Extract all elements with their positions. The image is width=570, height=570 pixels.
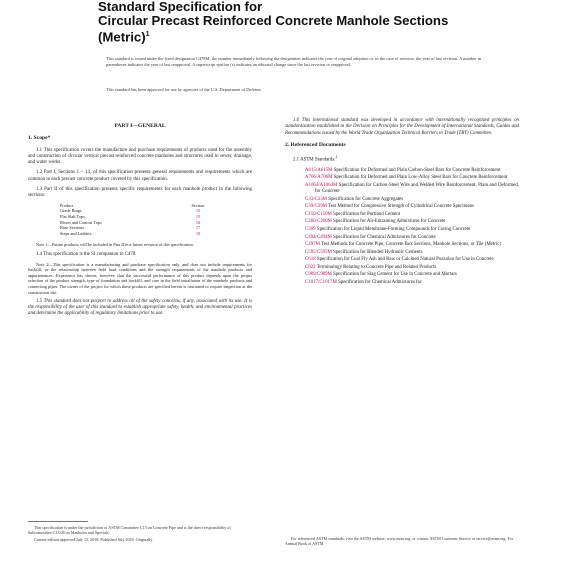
list-item bbox=[305, 265, 519, 271]
list-item bbox=[305, 168, 519, 174]
reference-link[interactable]: C822 bbox=[305, 264, 316, 270]
reference-title: Test Methods for Concrete Pipe, Concrete Box Sections, Manhole Sections, or Tile (Metric) bbox=[321, 242, 501, 248]
note-2: Note 2—This specification is a manufacturing and purchase specification only, and does not include requirements for backfill, or the relationship between field load conditions and the strength requirements of the manhole products and appurtenances. Experience has shown, however, that the successful performance of this product depends upon the proper selection of the product strength, type of foundation and backfill, and care in the field installation of the manhole products and connecting pipes. The owner of the project for which these products are specified herein is cautioned to require inspection at the construction site. bbox=[28, 261, 252, 295]
table-row bbox=[56, 231, 222, 237]
section-link[interactable]: 17 bbox=[195, 225, 201, 231]
title-line-2: Circular Precast Reinforced Concrete Manhole Sections bbox=[98, 13, 449, 28]
reference-link[interactable]: C989/C989M bbox=[305, 272, 332, 278]
footnote-2: For referenced ASTM standards, visit the ASTM website, www.astm.org, or contact ASTM Customer Service at service@astm.org. For Annual Book of ASTM bbox=[285, 536, 514, 547]
list-item bbox=[305, 227, 519, 233]
table-cell-product: Risers and Conical Tops bbox=[60, 219, 102, 225]
list-item bbox=[305, 183, 519, 196]
list-item bbox=[305, 242, 519, 248]
paragraph-1-2: 1.2 Part I, Sections 1 – 13, of this specification presents general requirements and requirements which are common to each precast concrete product covered by this specification. bbox=[28, 170, 252, 182]
reference-link[interactable]: C33/C33M bbox=[305, 196, 328, 202]
reference-title: Specification for Liquid Membrane-Forming Compounds for Curing Concrete bbox=[316, 227, 471, 232]
reference-link[interactable]: A1064/A1064M bbox=[305, 183, 338, 188]
reference-link[interactable]: C39/C39M bbox=[305, 204, 328, 210]
section-link[interactable]: 15 bbox=[195, 208, 201, 214]
reference-title: Terminology Relating to Concrete Pipe and Related Products bbox=[316, 264, 437, 270]
product-section-table bbox=[56, 203, 222, 237]
reference-title: Specification for Chemical Admixtures for bbox=[338, 279, 422, 285]
reference-link[interactable]: A706/A706M bbox=[305, 175, 333, 181]
reference-list bbox=[285, 168, 519, 286]
footnote-1: This specification is under the jurisdiction of ASTM Committee C13 on Concrete Pipe and is the direct responsibility of Subcommittee C13.06 on Manholes and Specials. bbox=[28, 525, 231, 536]
approval-notice: This standard has been approved for use by agencies of the U.S. Department of Defense. bbox=[106, 87, 262, 92]
reference-link[interactable]: C150/C150M bbox=[305, 211, 332, 217]
table-cell-product: Flat Slab Tops bbox=[60, 214, 85, 220]
paragraph-1-4: 1.4 This specification is the SI companion to C478. bbox=[36, 251, 137, 257]
reference-link[interactable]: C618 bbox=[305, 257, 316, 263]
paragraph-1-3: 1.3 Part II of this specification presents specific requirements for each manhole product in the following sections: bbox=[28, 186, 252, 198]
part-heading: PART I—GENERAL bbox=[114, 123, 166, 129]
reference-title: Specification for Carbon-Steel Wire and Welded Wire Reinforcement, Plain and Deformed, for Concrete bbox=[315, 183, 519, 195]
table-cell-product: Base Sections bbox=[60, 225, 84, 231]
table-cell-product: Steps and Ladders bbox=[60, 230, 92, 236]
title-line-1: Standard Specification for bbox=[98, 0, 263, 14]
table-header-product: Product bbox=[60, 202, 74, 208]
reference-link[interactable]: C260/C260M bbox=[305, 219, 332, 225]
list-item bbox=[305, 212, 519, 218]
paragraph-1-1: 1.1 This specification covers the manufacture and purchase requirements of products used for the assembly and construction of circular vertical precast reinforced concrete manholes and structures used in sewer, drainage, and water works. bbox=[28, 147, 252, 166]
reference-title: Specification for Air-Entraining Admixtures for Concrete bbox=[333, 219, 446, 225]
footnotes-right bbox=[285, 536, 519, 548]
reference-link[interactable]: A615/A615M bbox=[305, 167, 333, 173]
list-item bbox=[305, 280, 519, 286]
designation-notice: This standard is issued under the fixed designation C478M; the number immediately following the designation indicates the year of original adoption or, in the case of revision, the year of last revision. A number in parentheses indicates the year of last reapproval. A superscript epsilon (ε) indicates an editorial change since the last revision or reapproval. bbox=[106, 56, 482, 67]
list-item bbox=[305, 197, 519, 203]
list-item bbox=[305, 250, 519, 256]
section-link[interactable]: 15 bbox=[195, 214, 201, 220]
note-1: Note 1—Future products will be included in Part II in a future revision of this specification. bbox=[36, 242, 194, 248]
paragraph-1-5: 1.5 This standard does not purport to address all of the safety concerns, if any, associated with its use. It is the responsibility of the user of this standard to establish appropriate safety, health, and environmental practices and determine the applicability of regulatory limitations prior to use. bbox=[28, 298, 252, 317]
list-item bbox=[305, 175, 519, 181]
right-column bbox=[285, 118, 519, 287]
reference-link[interactable]: C494/C494M bbox=[305, 234, 332, 240]
reference-title: Specification for Deformed and Plain Low-Alloy Steel Bars for Concrete Reinforcement bbox=[333, 175, 508, 181]
list-item bbox=[305, 257, 519, 263]
reference-title: Specification for Concrete Aggregates bbox=[328, 196, 404, 202]
section-link[interactable]: 16 bbox=[195, 219, 201, 225]
footnote-rule bbox=[28, 521, 88, 522]
footnote-marker: 2 bbox=[335, 155, 338, 160]
left-column bbox=[28, 118, 252, 321]
reference-link[interactable]: C595/C595M bbox=[305, 249, 332, 255]
title-line-3: (Metric)$^1$ bbox=[98, 29, 150, 45]
title-footnote-marker: 1 bbox=[145, 31, 150, 38]
reference-title: Specification for Coal Fly Ash and Raw or Calcined Natural Pozzolan for Use in Concrete bbox=[316, 257, 494, 263]
list-item bbox=[305, 235, 519, 241]
scope-heading: 1. Scope* bbox=[28, 135, 51, 142]
footnotes-left bbox=[28, 521, 252, 545]
reference-title: Specification for Chemical Admixtures for Concrete bbox=[333, 234, 436, 240]
reference-title: Specification for Slag Cement for Use in Concrete and Mortars bbox=[333, 272, 457, 278]
reference-title: Specification for Portland Cement bbox=[333, 211, 401, 217]
reference-title: Test Method for Compressive Strength of Cylindrical Concrete Specimens bbox=[328, 204, 474, 210]
paragraph-2-1: 2.1 ASTM Standards:$^2$ bbox=[293, 155, 338, 163]
list-item bbox=[305, 272, 519, 278]
footnote-1-continued: Current edition approved July 15, 2018. Published July 2018. Originally bbox=[34, 537, 153, 543]
list-item bbox=[305, 204, 519, 210]
paragraph-1-6: 1.6 This international standard was developed in accordance with internationally recognized principles on standardization established in the Decision on Principles for the Development of International Standards, Guides and Recommendations issued by the World Trade Organization Technical Barriers to Trade (TBT) Committee. bbox=[285, 118, 519, 136]
table-header-section: Section bbox=[191, 202, 205, 208]
section-link[interactable]: 18 bbox=[195, 230, 201, 236]
reference-title: Specification for Deformed and Plain Carbon-Steel Bars for Concrete Reinforcement bbox=[333, 167, 501, 173]
reference-link[interactable]: C309 bbox=[305, 227, 316, 232]
document-title bbox=[98, 0, 518, 44]
reference-link[interactable]: C497M bbox=[305, 242, 320, 248]
reference-title: Specification for Blended Hydraulic Cements bbox=[333, 249, 423, 255]
table-cell-product: Grade Rings bbox=[60, 208, 82, 214]
references-heading: 2. Referenced Documents bbox=[285, 142, 346, 149]
reference-link[interactable]: C1017/C1017M bbox=[305, 279, 337, 285]
list-item bbox=[305, 219, 519, 225]
